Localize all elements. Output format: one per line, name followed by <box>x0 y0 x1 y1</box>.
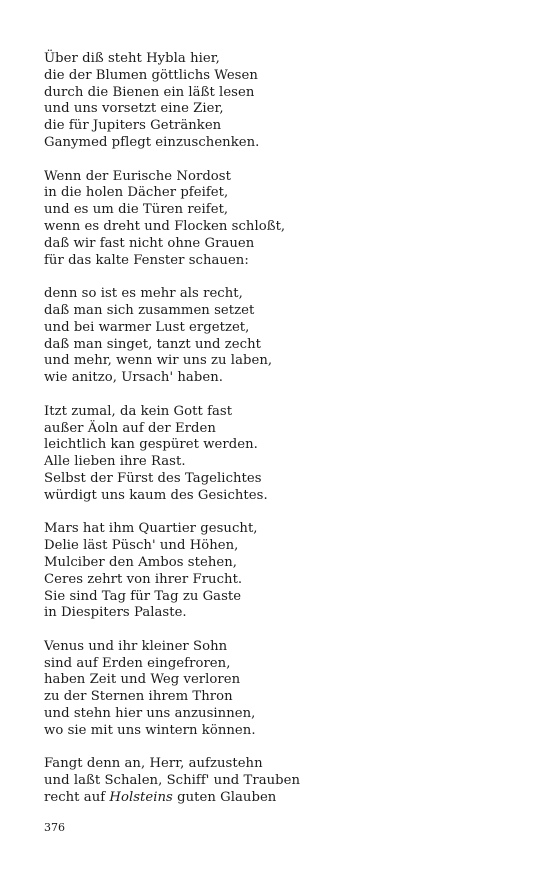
verse-line: Ceres zehrt von ihrer Frucht. <box>44 571 243 587</box>
stanza-1 <box>44 51 514 152</box>
verse-line: Wenn der Eurische Nordost <box>44 168 231 184</box>
verse-line: durch die Bienen ein läßt lesen <box>44 84 255 100</box>
verse-line: und uns vorsetzt eine Zier, <box>44 101 224 117</box>
verse-line: Mars hat ihm Quartier gesucht, <box>44 521 258 537</box>
verse-line: die der Blumen göttlichs Wesen <box>44 67 258 83</box>
verse-line: Delie läst Püsch' und Höhen, <box>44 538 239 554</box>
verse-line: wie anitzo, Ursach' haben. <box>44 370 223 386</box>
verse-line: und es um die Türen reifet, <box>44 202 229 218</box>
verse-line: Ganymed pflegt einzuschenken. <box>44 134 260 150</box>
verse-line: wo sie mit uns wintern können. <box>44 722 256 738</box>
verse-line: in die holen Dächer pfeifet, <box>44 185 229 201</box>
stanza-6 <box>44 639 514 740</box>
stanza-3 <box>44 286 514 387</box>
stanza-7 <box>44 756 514 806</box>
verse-line: würdigt uns kaum des Gesichtes. <box>44 487 268 503</box>
verse-line: Mulciber den Ambos stehen, <box>44 554 238 570</box>
italic-name-holsteins: Holsteins <box>109 790 173 806</box>
verse-line: leichtlich kan gespüret werden. <box>44 437 258 453</box>
verse-line: Sie sind Tag für Tag zu Gaste <box>44 588 242 604</box>
verse-line: sind auf Erden eingefroren, <box>44 655 231 671</box>
verse-line: haben Zeit und Weg verloren <box>44 672 241 688</box>
stanza-4 <box>44 404 514 505</box>
verse-line: und stehn hier uns anzusinnen, <box>44 706 256 722</box>
verse-line: Über diß steht Hybla hier, <box>44 51 220 66</box>
page-number: 376 <box>44 821 65 834</box>
verse-line: daß man sich zusammen setzet <box>44 302 255 318</box>
verse-line: und bei warmer Lust ergetzet, <box>44 319 250 335</box>
verse-line: Fangt denn an, Herr, aufzustehn <box>44 756 263 772</box>
verse-line: Alle lieben ihre Rast. <box>44 454 186 470</box>
verse-line: und laßt Schalen, Schiff' und Trauben <box>44 773 301 789</box>
stanza-5 <box>44 521 514 622</box>
verse-line: und mehr, wenn wir uns zu laben, <box>44 353 273 369</box>
verse-line-with-italic <box>44 790 514 807</box>
verse-line: Venus und ihr kleiner Sohn <box>44 638 228 654</box>
verse-line: Selbst der Fürst des Tagelichtes <box>44 470 262 486</box>
verse-line: außer Äoln auf der Erden <box>44 420 216 436</box>
verse-line: daß wir fast nicht ohne Grauen <box>44 235 255 251</box>
verse-line: zu der Sternen ihrem Thron <box>44 689 233 705</box>
poem-body <box>44 51 514 824</box>
stanza-2 <box>44 169 514 270</box>
verse-line: daß man singet, tanzt und zecht <box>44 336 261 352</box>
verse-line: die für Jupiters Getränken <box>44 118 222 134</box>
verse-line: wenn es dreht und Flocken schloßt, <box>44 218 286 234</box>
verse-line: in Diespiters Palaste. <box>44 605 187 621</box>
verse-line: denn so ist es mehr als recht, <box>44 286 243 302</box>
verse-line: für das kalte Fenster schauen: <box>44 252 249 268</box>
verse-text: guten Glauben <box>172 790 277 806</box>
verse-text: recht auf <box>44 790 110 806</box>
verse-line: Itzt zumal, da kein Gott fast <box>44 403 233 419</box>
